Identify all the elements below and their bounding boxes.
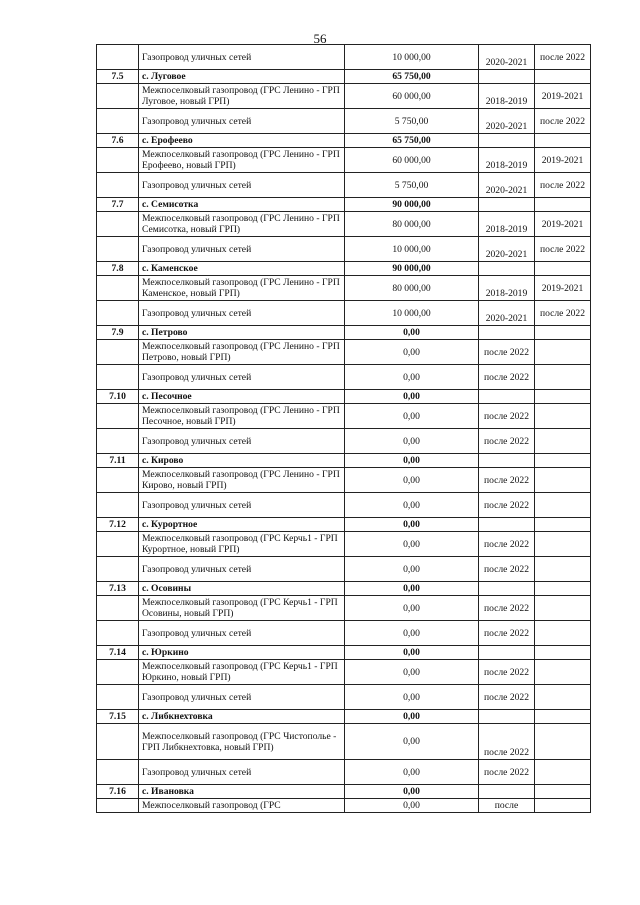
object-name-cell: с. Ивановка [139,785,345,799]
row-number-cell [97,429,139,454]
period-end-cell [535,198,591,212]
amount-cell: 90 000,00 [345,198,479,212]
period-cell: после 2022 [479,532,535,557]
object-name-cell: Газопровод уличных сетей [139,557,345,582]
amount-cell: 0,00 [345,404,479,429]
table-row [97,173,591,198]
period-end-cell [535,596,591,621]
period-end-cell [535,468,591,493]
row-number-cell: 7.14 [97,646,139,660]
period-cell: 2020-2021 [479,173,535,198]
row-number-cell: 7.5 [97,70,139,84]
period-cell: после 2022 [479,404,535,429]
amount-cell: 0,00 [345,532,479,557]
row-number-cell [97,760,139,785]
table-row [97,45,591,70]
table-row [97,237,591,262]
table-row [97,660,591,685]
period-cell: после 2022 [479,596,535,621]
amount-cell: 0,00 [345,493,479,518]
period-cell: после 2022 [479,685,535,710]
table-row [97,340,591,365]
page-number: 56 [313,31,327,46]
row-number-cell [97,724,139,760]
row-number-cell: 7.15 [97,710,139,724]
object-name-cell: Межпоселковый газопровод (ГРС Керчь1 - ГРП Юркино, новый ГРП) [139,660,345,685]
row-number-cell [97,365,139,390]
row-number-cell: 7.13 [97,582,139,596]
row-number-cell [97,301,139,326]
object-name-cell: с. Петрово [139,326,345,340]
row-number-cell [97,596,139,621]
period-end-cell [535,454,591,468]
period-end-cell [535,799,591,813]
amount-cell: 0,00 [345,454,479,468]
period-end-cell [535,340,591,365]
object-name-cell: Межпоселковый газопровод (ГРС Ленино - ГРП Каменское, новый ГРП) [139,276,345,301]
period-cell: 2020-2021 [479,45,535,70]
amount-cell: 80 000,00 [345,276,479,301]
period-end-cell [535,621,591,646]
object-name-cell: с. Юркино [139,646,345,660]
table-row [97,799,591,813]
table-row [97,301,591,326]
object-name-cell: Газопровод уличных сетей [139,173,345,198]
table-row [97,493,591,518]
section-row [97,518,591,532]
object-name-cell: с. Ерофеево [139,134,345,148]
object-name-cell: Газопровод уличных сетей [139,237,345,262]
row-number-cell [97,340,139,365]
amount-cell: 0,00 [345,799,479,813]
period-cell: после 2022 [479,557,535,582]
amount-cell: 0,00 [345,646,479,660]
amount-cell: 80 000,00 [345,212,479,237]
period-end-cell [535,710,591,724]
table-row [97,404,591,429]
period-end-cell [535,429,591,454]
object-name-cell: с. Либкнехтовка [139,710,345,724]
row-number-cell [97,404,139,429]
section-row [97,326,591,340]
object-name-cell: Газопровод уличных сетей [139,365,345,390]
period-cell: после [479,799,535,813]
amount-cell: 0,00 [345,390,479,404]
amount-cell: 0,00 [345,710,479,724]
row-number-cell: 7.9 [97,326,139,340]
period-end-cell [535,404,591,429]
amount-cell: 0,00 [345,660,479,685]
amount-cell: 10 000,00 [345,237,479,262]
section-row [97,390,591,404]
row-number-cell: 7.6 [97,134,139,148]
period-cell: после 2022 [479,493,535,518]
object-name-cell: Газопровод уличных сетей [139,760,345,785]
object-name-cell: с. Осовины [139,582,345,596]
object-name-cell: с. Курортное [139,518,345,532]
period-end-cell [535,785,591,799]
period-cell: после 2022 [479,660,535,685]
object-name-cell: Газопровод уличных сетей [139,685,345,710]
period-end-cell: после 2022 [535,237,591,262]
table-row [97,365,591,390]
period-cell: 2018-2019 [479,84,535,109]
table-row [97,532,591,557]
amount-cell: 0,00 [345,340,479,365]
gas-pipeline-table [96,44,591,813]
table-row [97,724,591,760]
amount-cell: 0,00 [345,429,479,454]
amount-cell: 0,00 [345,365,479,390]
period-end-cell [535,134,591,148]
row-number-cell [97,45,139,70]
period-cell: 2018-2019 [479,148,535,173]
row-number-cell [97,212,139,237]
amount-cell: 60 000,00 [345,148,479,173]
period-cell: после 2022 [479,429,535,454]
period-cell: 2020-2021 [479,109,535,134]
object-name-cell: Газопровод уличных сетей [139,301,345,326]
table-row [97,276,591,301]
section-row [97,134,591,148]
row-number-cell: 7.7 [97,198,139,212]
object-name-cell: Газопровод уличных сетей [139,109,345,134]
row-number-cell [97,237,139,262]
period-cell: после 2022 [479,365,535,390]
amount-cell: 10 000,00 [345,45,479,70]
row-number-cell: 7.16 [97,785,139,799]
row-number-cell [97,621,139,646]
period-end-cell: 2019-2021 [535,276,591,301]
row-number-cell [97,84,139,109]
row-number-cell [97,276,139,301]
period-end-cell: после 2022 [535,301,591,326]
object-name-cell: Межпоселковый газопровод (ГРС Ленино - ГРП Ерофеево, новый ГРП) [139,148,345,173]
object-name-cell: Межпоселковый газопровод (ГРС Керчь1 - ГРП Курортное, новый ГРП) [139,532,345,557]
object-name-cell: Газопровод уличных сетей [139,621,345,646]
period-cell: 2018-2019 [479,276,535,301]
amount-cell: 60 000,00 [345,84,479,109]
amount-cell: 5 750,00 [345,109,479,134]
table-row [97,596,591,621]
amount-cell: 0,00 [345,760,479,785]
period-end-cell: 2019-2021 [535,84,591,109]
period-end-cell [535,532,591,557]
row-number-cell [97,660,139,685]
period-cell [479,710,535,724]
amount-cell: 90 000,00 [345,262,479,276]
row-number-cell: 7.11 [97,454,139,468]
object-name-cell: Межпоселковый газопровод (ГРС [139,799,345,813]
row-number-cell [97,532,139,557]
table-row [97,621,591,646]
period-cell [479,785,535,799]
row-number-cell [97,109,139,134]
period-end-cell: после 2022 [535,173,591,198]
object-name-cell: Межпоселковый газопровод (ГРС Ленино - ГРП Петрово, новый ГРП) [139,340,345,365]
object-name-cell: Газопровод уличных сетей [139,45,345,70]
row-number-cell [97,173,139,198]
period-end-cell [535,582,591,596]
period-end-cell: после 2022 [535,109,591,134]
period-cell [479,646,535,660]
section-row [97,785,591,799]
row-number-cell: 7.12 [97,518,139,532]
period-cell: 2018-2019 [479,212,535,237]
period-cell [479,326,535,340]
period-cell [479,582,535,596]
object-name-cell: с. Кирово [139,454,345,468]
period-cell [479,390,535,404]
period-cell [479,70,535,84]
object-name-cell: Газопровод уличных сетей [139,493,345,518]
period-end-cell [535,724,591,760]
period-cell [479,262,535,276]
period-cell: после 2022 [479,724,535,760]
period-cell: после 2022 [479,468,535,493]
period-end-cell [535,365,591,390]
amount-cell: 0,00 [345,685,479,710]
object-name-cell: с. Семисотка [139,198,345,212]
row-number-cell [97,468,139,493]
period-cell: после 2022 [479,621,535,646]
object-name-cell: с. Каменское [139,262,345,276]
amount-cell: 0,00 [345,326,479,340]
amount-cell: 0,00 [345,582,479,596]
table-row [97,212,591,237]
section-row [97,454,591,468]
period-end-cell [535,760,591,785]
section-row [97,646,591,660]
period-cell: 2020-2021 [479,301,535,326]
period-end-cell [535,70,591,84]
row-number-cell: 7.8 [97,262,139,276]
period-end-cell [535,660,591,685]
period-end-cell: 2019-2021 [535,212,591,237]
amount-cell: 0,00 [345,621,479,646]
row-number-cell [97,148,139,173]
period-cell [479,518,535,532]
row-number-cell [97,493,139,518]
period-end-cell [535,685,591,710]
period-end-cell [535,262,591,276]
table-row [97,84,591,109]
period-end-cell [535,493,591,518]
object-name-cell: Межпоселковый газопровод (ГРС Керчь1 - ГРП Осовины, новый ГРП) [139,596,345,621]
period-cell: 2020-2021 [479,237,535,262]
period-end-cell: после 2022 [535,45,591,70]
period-cell: после 2022 [479,760,535,785]
section-row [97,70,591,84]
section-row [97,262,591,276]
object-name-cell: Межпоселковый газопровод (ГРС Ленино - ГРП Кирово, новый ГРП) [139,468,345,493]
amount-cell: 65 750,00 [345,70,479,84]
period-end-cell [535,518,591,532]
object-name-cell: Газопровод уличных сетей [139,429,345,454]
period-cell [479,454,535,468]
row-number-cell [97,685,139,710]
table-row [97,760,591,785]
amount-cell: 0,00 [345,785,479,799]
object-name-cell: Межпоселковый газопровод (ГРС Ленино - ГРП Луговое, новый ГРП) [139,84,345,109]
period-end-cell [535,646,591,660]
object-name-cell: Межпоселковый газопровод (ГРС Ленино - ГРП Песочное, новый ГРП) [139,404,345,429]
row-number-cell: 7.10 [97,390,139,404]
section-row [97,582,591,596]
period-end-cell [535,557,591,582]
section-row [97,710,591,724]
period-end-cell [535,390,591,404]
table-row [97,429,591,454]
table-row [97,685,591,710]
period-end-cell [535,326,591,340]
amount-cell: 0,00 [345,596,479,621]
amount-cell: 5 750,00 [345,173,479,198]
table-row [97,557,591,582]
object-name-cell: с. Песочное [139,390,345,404]
table-row [97,109,591,134]
table-row [97,468,591,493]
amount-cell: 0,00 [345,518,479,532]
object-name-cell: Межпоселковый газопровод (ГРС Ленино - ГРП Семисотка, новый ГРП) [139,212,345,237]
period-cell [479,198,535,212]
row-number-cell [97,557,139,582]
period-cell: после 2022 [479,340,535,365]
object-name-cell: Межпоселковый газопровод (ГРС Чистополье - ГРП Либкнехтовка, новый ГРП) [139,724,345,760]
table-row [97,148,591,173]
amount-cell: 0,00 [345,557,479,582]
period-end-cell: 2019-2021 [535,148,591,173]
section-row [97,198,591,212]
amount-cell: 0,00 [345,724,479,760]
row-number-cell [97,799,139,813]
period-cell [479,134,535,148]
table-body [97,45,591,813]
amount-cell: 65 750,00 [345,134,479,148]
amount-cell: 10 000,00 [345,301,479,326]
object-name-cell: с. Луговое [139,70,345,84]
amount-cell: 0,00 [345,468,479,493]
